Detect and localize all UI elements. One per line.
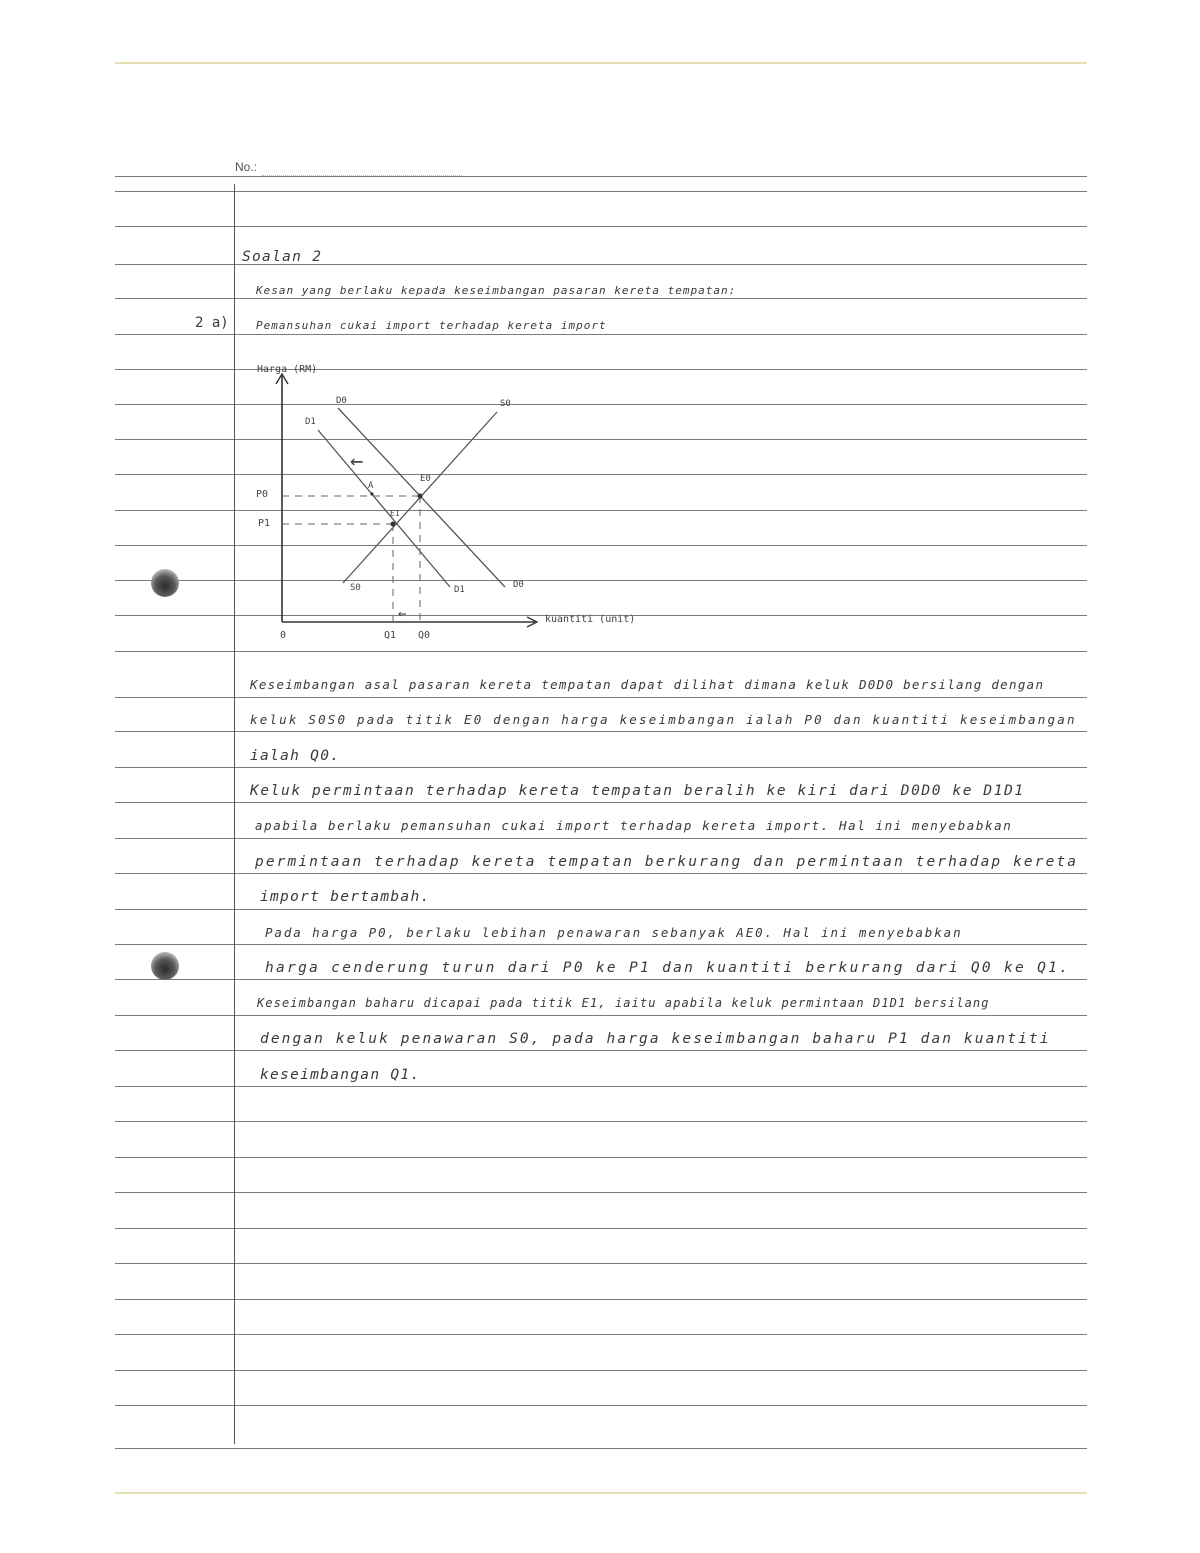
ruled-line	[115, 873, 1087, 874]
ruled-line	[115, 731, 1087, 732]
ruled-line	[115, 1370, 1087, 1371]
y-axis-label: Harga (RM)	[257, 364, 318, 375]
body-line: keseimbangan Q1.	[260, 1067, 421, 1083]
d0-label-bottom: D0	[513, 580, 524, 590]
body-line: harga cenderung turun dari P0 ke P1 dan kuantiti berkurang dari Q0 ke Q1.	[265, 960, 1071, 976]
ruled-line	[115, 1121, 1087, 1122]
point-a	[370, 492, 373, 495]
ruled-line	[115, 838, 1087, 839]
body-line: Keluk permintaan terhadap kereta tempatan beralih ke kiri dari D0D0 ke D1D1	[250, 783, 1025, 799]
body-line: Keseimbangan asal pasaran kereta tempatan dapat dilihat dimana keluk D0D0 bersilang dengan	[250, 677, 1045, 692]
ruled-line	[115, 767, 1087, 768]
body-line: permintaan terhadap kereta tempatan berkurang dan permintaan terhadap kereta	[255, 854, 1079, 870]
shift-arrow: ←	[350, 449, 364, 474]
body-line: Pada harga P0, berlaku lebihan penawaran sebanyak AE0. Hal ini menyebabkan	[265, 925, 963, 940]
page-number-label: No.:	[235, 160, 258, 174]
e0-label: E0	[420, 474, 431, 484]
s0-label-top: S0	[500, 399, 511, 409]
question-number: 2 a)	[195, 315, 229, 331]
ruled-line	[115, 979, 1087, 980]
e1-label: E1	[390, 509, 400, 518]
point-e1	[391, 522, 396, 527]
ruled-line	[115, 1015, 1087, 1016]
demand-curve-d1	[318, 430, 450, 587]
ruled-line	[115, 1157, 1087, 1158]
quantity-tick-q0: Q0	[418, 630, 431, 641]
ruled-line	[115, 1448, 1087, 1449]
ruled-line	[115, 1192, 1087, 1193]
quantity-change-arrow: ←	[398, 606, 407, 622]
d1-label-top: D1	[305, 417, 316, 427]
ruled-line	[115, 909, 1087, 910]
body-line: dengan keluk penawaran S0, pada harga keseimbangan baharu P1 dan kuantiti	[260, 1031, 1051, 1047]
section-title: Soalan 2	[242, 249, 323, 265]
ruled-line	[115, 1263, 1087, 1264]
price-tick-p1: P1	[258, 518, 271, 529]
d1-label-bottom: D1	[454, 585, 465, 595]
body-line: keluk S0S0 pada titik E0 dengan harga keseimbangan ialah P0 dan kuantiti keseimbangan	[250, 712, 1077, 727]
ruled-line	[115, 802, 1087, 803]
ruled-line	[115, 1405, 1087, 1406]
ruled-line	[115, 1334, 1087, 1335]
ruled-line	[115, 1050, 1087, 1051]
ruled-line	[115, 1299, 1087, 1300]
price-tick-p0: P0	[256, 489, 269, 500]
punch-hole	[151, 952, 179, 980]
body-line: apabila berlaku pemansuhan cukai import terhadap kereta import. Hal ini menyebabkan	[255, 818, 1013, 833]
body-line: Keseimbangan baharu dicapai pada titik E1, iaitu apabila keluk permintaan D1D1 bersilang	[257, 996, 990, 1010]
x-axis-label: kuantiti (unit)	[545, 614, 636, 625]
body-line: import bertambah.	[260, 889, 431, 905]
question-intro: Kesan yang berlaku kepada keseimbangan pasaran kereta tempatan:	[256, 284, 737, 297]
d0-label-top: D0	[336, 396, 347, 406]
question-subtitle: Pemansuhan cukai import terhadap kereta import	[256, 319, 607, 332]
supply-demand-diagram	[0, 0, 1200, 700]
a-label: A	[368, 481, 374, 491]
ruled-line	[115, 1086, 1087, 1087]
point-e0	[418, 494, 423, 499]
s0-label-bottom: S0	[350, 583, 361, 593]
ruled-line	[115, 944, 1087, 945]
body-line: ialah Q0.	[250, 748, 341, 764]
quantity-tick-q1: Q1	[384, 630, 397, 641]
ruled-line	[115, 1228, 1087, 1229]
origin-label: 0	[280, 630, 287, 641]
